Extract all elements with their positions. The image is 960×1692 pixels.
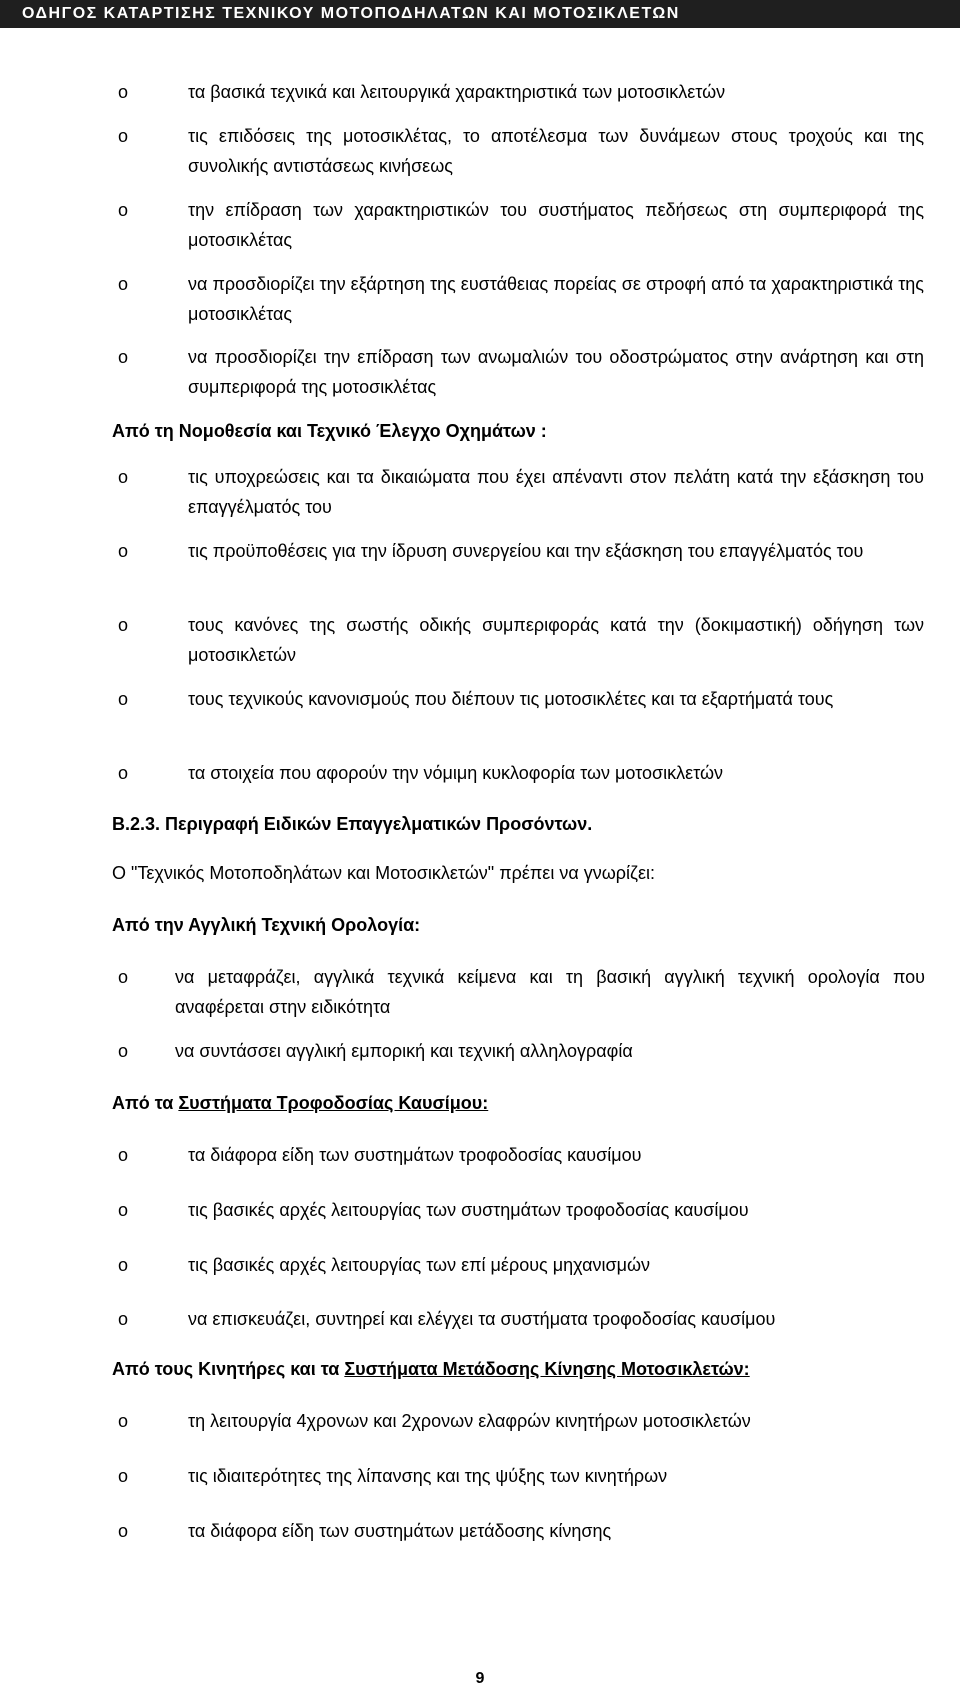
list-item-text: να επισκευάζει, συντηρεί και ελέγχει τα συστήματα τροφοδοσίας καυσίμου	[188, 1309, 776, 1329]
bullet-icon: o	[118, 541, 129, 561]
section-heading-fuel	[112, 1090, 488, 1116]
list-item-text: τις ιδιαιτερότητες της λίπανσης και της ψύξης των κινητήρων	[188, 1466, 668, 1486]
list-item-text: την επίδραση των χαρακτηριστικών του συστήματος πεδήσεως στη συμπεριφορά της μοτοσικλέτας	[188, 200, 924, 250]
list-item-text: τα στοιχεία που αφορούν την νόμιμη κυκλοφορία των μοτοσικλετών	[188, 763, 724, 783]
intro-text: O "Τεχνικός Μοτοποδηλάτων και Μοτοσικλετών" πρέπει να γνωρίζει:	[112, 863, 655, 883]
list-item-text: τους τεχνικούς κανονισμούς που διέπουν τις μοτοσικλέτες και τα εξαρτήματά τους	[188, 689, 834, 709]
heading-underlined: Συστήματα Τροφοδοσίας Καυσίμου:	[178, 1093, 489, 1113]
bullet-icon: o	[118, 1309, 129, 1329]
list-item-text: να συντάσσει αγγλική εμπορική και τεχνική αλληλογραφία	[175, 1041, 633, 1061]
list-item-text: να μεταφράζει, αγγλικά τεχνικά κείμενα και τη βασική αγγλική τεχνική ορολογία που αναφέρεται στην ειδικότητα	[175, 967, 925, 1017]
page-number: 9	[475, 1670, 485, 1687]
bullet-icon: o	[118, 200, 129, 220]
bullet-icon: o	[118, 347, 129, 367]
section-heading-engines	[112, 1356, 750, 1382]
list-item-text: τις βασικές αρχές λειτουργίας των επί μέρους μηχανισμών	[188, 1255, 651, 1275]
list-item-text: τα διάφορα είδη των συστημάτων τροφοδοσίας καυσίμου	[188, 1145, 642, 1165]
bullet-icon: o	[118, 967, 129, 987]
bullet-icon: o	[118, 615, 129, 635]
bullet-icon: o	[118, 689, 129, 709]
document-header	[0, 0, 960, 28]
list-item-text: τα βασικά τεχνικά και λειτουργικά χαρακτηριστικά των μοτοσικλετών	[188, 82, 726, 102]
list-item-text: τις υποχρεώσεις και τα δικαιώματα που έχει απέναντι στον πελάτη κατά την εξάσκηση του επαγγέλματός του	[188, 467, 924, 517]
bullet-icon: o	[118, 126, 129, 146]
heading-prefix: Από τα	[112, 1093, 179, 1113]
list-item-text: να προσδιορίζει την επίδραση των ανωμαλιών του οδοστρώματος στην ανάρτηση και στη συμπεριφορά της μοτοσικλέτας	[188, 347, 924, 397]
list-item-text: τα διάφορα είδη των συστημάτων μετάδοσης κίνησης	[188, 1521, 612, 1541]
bullet-icon: o	[118, 1145, 129, 1165]
bullet-icon: o	[118, 1466, 129, 1486]
section-heading-law: Από τη Νομοθεσία και Τεχνικό Έλεγχο Οχημάτων :	[112, 421, 547, 441]
bullet-icon: o	[118, 274, 129, 294]
list-item-text: τους κανόνες της σωστής οδικής συμπεριφοράς κατά την (δοκιμαστική) οδήγηση των μοτοσικλετών	[188, 615, 924, 665]
list-item-text: τις προϋποθέσεις για την ίδρυση συνεργείου και την εξάσκηση του επαγγέλματός του	[188, 541, 864, 561]
list-item-text: τις βασικές αρχές λειτουργίας των συστημάτων τροφοδοσίας καυσίμου	[188, 1200, 749, 1220]
bullet-icon: o	[118, 763, 129, 783]
section-heading-b23: Β.2.3. Περιγραφή Ειδικών Επαγγελματικών Προσόντων.	[112, 814, 593, 834]
heading-underlined: Συστήματα Μετάδοσης Κίνησης Μοτοσικλετών:	[344, 1359, 750, 1379]
bullet-icon: o	[118, 1255, 129, 1275]
header-title: ΟΔΗΓΟΣ ΚΑΤΑΡΤΙΣΗΣ ΤΕΧΝΙΚΟΥ ΜΟΤΟΠΟΔΗΛΑΤΩΝ ΚΑΙ ΜΟΤΟΣΙΚΛΕΤΩΝ	[22, 5, 680, 22]
bullet-icon: o	[118, 1041, 129, 1061]
bullet-icon: o	[118, 82, 129, 102]
list-item-text: να προσδιορίζει την εξάρτηση της ευστάθειας πορείας σε στροφή από τα χαρακτηριστικά της μοτοσικλέτας	[188, 274, 924, 324]
heading-prefix: Από τους Κινητήρες και τα	[112, 1359, 345, 1379]
list-item-text: τη λειτουργία 4χρονων και 2χρονων ελαφρών κινητήρων μοτοσικλετών	[188, 1411, 751, 1431]
list-item-text: τις επιδόσεις της μοτοσικλέτας, το αποτέλεσμα των δυνάμεων στους τροχούς και της συνολικής αντιστάσεως κινήσεως	[188, 126, 924, 176]
bullet-icon: o	[118, 1411, 129, 1431]
bullet-icon: o	[118, 467, 129, 487]
section-heading-english: Από την Αγγλική Τεχνική Ορολογία:	[112, 915, 421, 935]
bullet-icon: o	[118, 1200, 129, 1220]
bullet-icon: o	[118, 1521, 129, 1541]
